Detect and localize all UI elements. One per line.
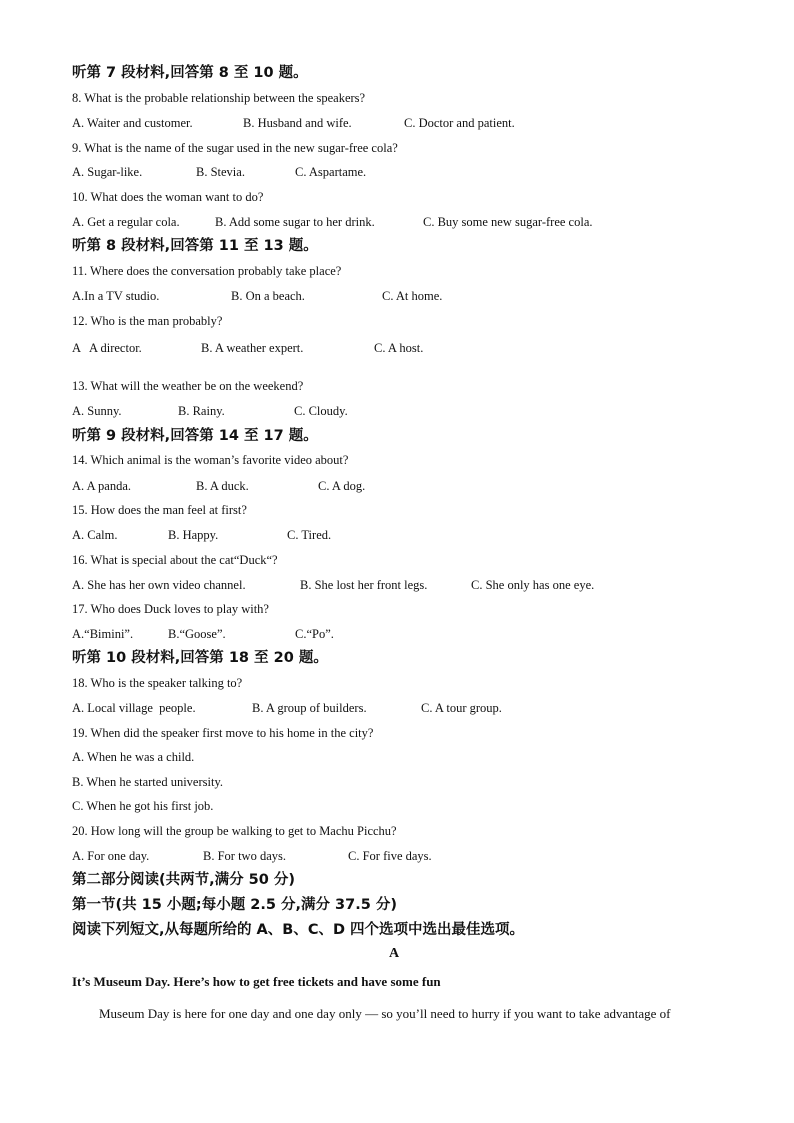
part2-title: 第二部分阅读(共两节,满分 50 分): [72, 872, 296, 888]
option-14a: A. A panda.: [72, 479, 132, 493]
option-18b: B. A group of builders.: [252, 701, 367, 715]
option-19a: A. When he was a child.: [72, 750, 195, 764]
option-9a: A. Sugar-like.: [72, 165, 143, 179]
option-12a: A A director.: [72, 341, 142, 355]
question-17: 17. Who does Duck loves to play with?: [72, 602, 269, 616]
option-20c: C. For five days.: [348, 849, 432, 863]
option-18a: A. Local village people.: [72, 701, 196, 715]
option-8b: B. Husband and wife.: [243, 116, 352, 130]
question-14: 14. Which animal is the woman’s favorite video about?: [72, 453, 349, 467]
option-16c: C. She only has one eye.: [471, 578, 595, 592]
section1-title: 第一节(共 15 小题;每小题 2.5 分,满分 37.5 分): [72, 897, 397, 913]
section-heading: 听第 7 段材料,回答第 8 至 10 题。: [72, 65, 308, 81]
article-paragraph: Museum Day is here for one day and one day only — so you’ll need to hurry if you want to take advantage of: [99, 1006, 671, 1021]
section-heading: 听第 10 段材料,回答第 18 至 20 题。: [72, 650, 328, 666]
option-10c: C. Buy some new sugar-free cola.: [423, 215, 593, 229]
question-13: 13. What will the weather be on the weekend?: [72, 379, 304, 393]
question-20: 20. How long will the group be walking to get to Machu Picchu?: [72, 824, 397, 838]
option-8c: C. Doctor and patient.: [404, 116, 515, 130]
question-12: 12. Who is the man probably?: [72, 314, 223, 328]
article-title: It’s Museum Day. Here’s how to get free tickets and have some fun: [72, 974, 441, 989]
question-15: 15. How does the man feel at first?: [72, 503, 247, 517]
option-10a: A. Get a regular cola.: [72, 215, 180, 229]
question-11: 11. Where does the conversation probably take place?: [72, 264, 342, 278]
option-20a: A. For one day.: [72, 849, 150, 863]
option-8a: A. Waiter and customer.: [72, 116, 193, 130]
option-14c: C. A dog.: [318, 479, 366, 493]
option-14b: B. A duck.: [196, 479, 249, 493]
option-16a: A. She has her own video channel.: [72, 578, 246, 592]
question-18: 18. Who is the speaker talking to?: [72, 676, 243, 690]
option-16b: B. She lost her front legs.: [300, 578, 428, 592]
option-13a: A. Sunny.: [72, 404, 122, 418]
option-11a: A.In a TV studio.: [72, 289, 160, 303]
option-13b: B. Rainy.: [178, 404, 225, 418]
option-13c: C. Cloudy.: [294, 404, 348, 418]
option-11c: C. At home.: [382, 289, 443, 303]
reading-instruction: 阅读下列短文,从每题所给的 A、B、C、D 四个选项中选出最佳选项。: [72, 922, 525, 938]
option-17b: B.“Goose”.: [168, 627, 226, 641]
section-heading: 听第 9 段材料,回答第 14 至 17 题。: [72, 428, 318, 444]
option-15b: B. Happy.: [168, 528, 219, 542]
option-11b: B. On a beach.: [231, 289, 305, 303]
question-9: 9. What is the name of the sugar used in the new sugar-free cola?: [72, 141, 398, 155]
option-12b: B. A weather expert.: [201, 341, 304, 355]
section-heading: 听第 8 段材料,回答第 11 至 13 题。: [72, 238, 318, 254]
option-17a: A.“Bimini”.: [72, 627, 134, 641]
option-19b: B. When he started university.: [72, 775, 224, 789]
option-18c: C. A tour group.: [421, 701, 502, 715]
option-9b: B. Stevia.: [196, 165, 245, 179]
option-19c: C. When he got his first job.: [72, 799, 214, 813]
question-10: 10. What does the woman want to do?: [72, 190, 264, 204]
passage-label: A: [389, 946, 400, 961]
question-8: 8. What is the probable relationship between the speakers?: [72, 91, 366, 105]
question-16: 16. What is special about the cat“Duck“?: [72, 553, 278, 567]
option-10b: B. Add some sugar to her drink.: [215, 215, 375, 229]
option-12c: C. A host.: [374, 341, 424, 355]
option-20b: B. For two days.: [203, 849, 286, 863]
option-15c: C. Tired.: [287, 528, 332, 542]
option-15a: A. Calm.: [72, 528, 118, 542]
question-19: 19. When did the speaker first move to his home in the city?: [72, 726, 374, 740]
option-17c: C.“Po”.: [295, 627, 334, 641]
option-9c: C. Aspartame.: [295, 165, 367, 179]
